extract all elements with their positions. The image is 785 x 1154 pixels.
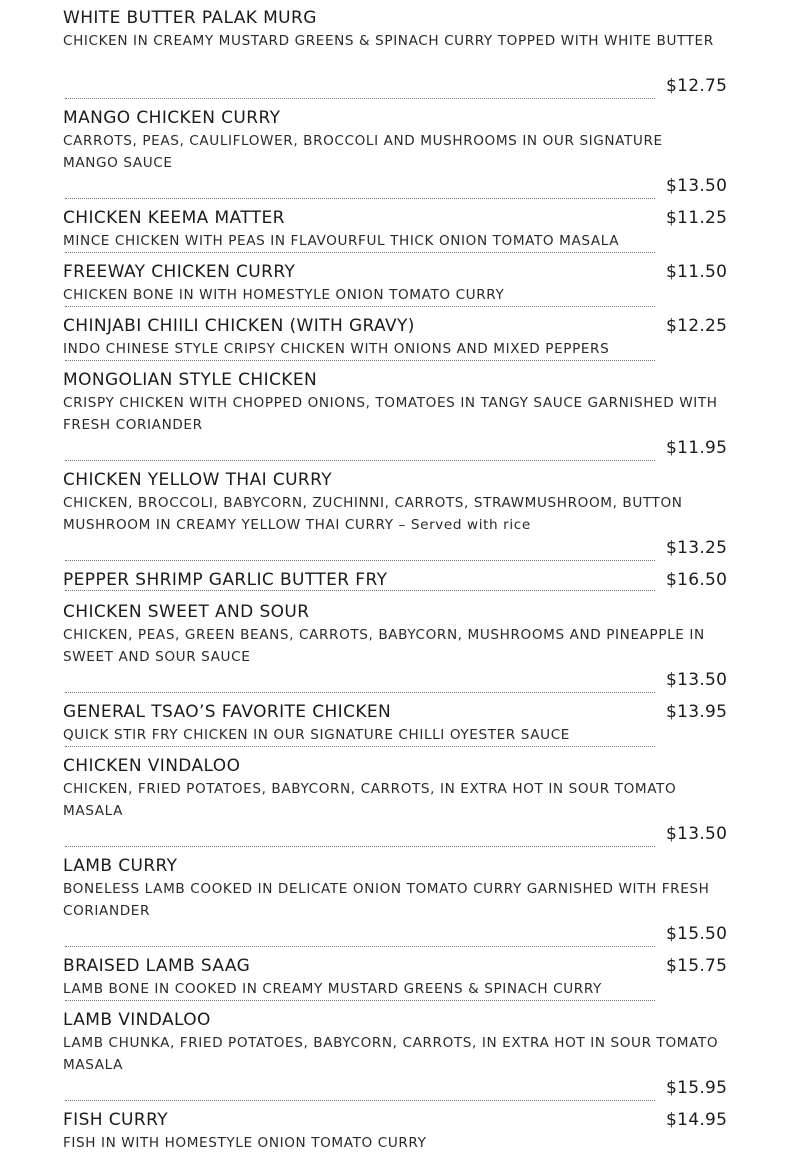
dotted-leader	[65, 198, 655, 199]
menu-item-price: $16.50	[666, 570, 728, 590]
dotted-leader	[65, 846, 655, 847]
menu-item-description	[63, 778, 723, 822]
menu-item-name: LAMB CURRY	[63, 856, 178, 876]
menu-item-name: GENERAL TSAO’S FAVORITE CHICKEN	[63, 702, 392, 722]
menu-item-description-text: CHICKEN, FRIED POTATOES, BABYCORN, CARROTS, IN EXTRA HOT IN SOUR TOMATO MASALA	[63, 781, 677, 819]
menu-item-price: $15.50	[666, 924, 728, 944]
menu-item-description	[63, 392, 723, 436]
menu-item-name: BRAISED LAMB SAAG	[63, 956, 251, 976]
menu-item-price: $14.95	[666, 1110, 728, 1130]
menu-item-description-text: CARROTS, PEAS, CAULIFLOWER, BROCCOLI AND MUSHROOMS IN OUR SIGNATURE MANGO SAUCE	[63, 133, 663, 171]
menu-item-name: WHITE BUTTER PALAK MURG	[63, 8, 317, 28]
menu-item-description	[63, 30, 723, 52]
menu-item-description-text: LAMB CHUNKA, FRIED POTATOES, BABYCORN, CARROTS, IN EXTRA HOT IN SOUR TOMATO MASALA	[63, 1035, 719, 1073]
menu-item-description-text: QUICK STIR FRY CHICKEN IN OUR SIGNATURE CHILLI OYESTER SAUCE	[63, 727, 570, 743]
menu-item-description	[63, 878, 723, 922]
menu-item-name: MONGOLIAN STYLE CHICKEN	[63, 370, 318, 390]
menu-item-description-text: CRISPY CHICKEN WITH CHOPPED ONIONS, TOMATOES IN TANGY SAUCE GARNISHED WITH FRESH CORIANDER	[63, 395, 718, 433]
dotted-leader	[65, 1000, 655, 1001]
dotted-leader	[65, 590, 655, 591]
menu-item-name: FISH CURRY	[63, 1110, 169, 1130]
dotted-leader	[65, 252, 655, 253]
menu-item-description	[63, 624, 723, 668]
menu-item-price: $13.25	[666, 538, 728, 558]
menu-item-price: $15.95	[666, 1078, 728, 1098]
menu-item-price: $13.50	[666, 176, 728, 196]
dotted-leader	[65, 746, 655, 747]
menu-item-description	[63, 1032, 723, 1076]
menu-item-description-text: MINCE CHICKEN WITH PEAS IN FLAVOURFUL THICK ONION TOMATO MASALA	[63, 233, 620, 249]
menu-item-description	[63, 130, 723, 174]
menu-item-description-text: CHICKEN, PEAS, GREEN BEANS, CARROTS, BABYCORN, MUSHROOMS AND PINEAPPLE IN SWEET AND SOUR SAUCE	[63, 627, 705, 665]
menu-item-note: – Served with rice	[393, 517, 531, 533]
dotted-leader	[65, 460, 655, 461]
menu-item-name: CHICKEN VINDALOO	[63, 756, 241, 776]
dotted-leader	[65, 360, 655, 361]
menu-item-price: $11.50	[666, 262, 728, 282]
menu-item-name: CHICKEN YELLOW THAI CURRY	[63, 470, 333, 490]
dotted-leader	[65, 560, 655, 561]
menu-item-name: LAMB VINDALOO	[63, 1010, 211, 1030]
menu-item-description	[63, 230, 723, 252]
menu-item-price: $12.75	[666, 76, 728, 96]
menu-item-description-text: LAMB BONE IN COOKED IN CREAMY MUSTARD GREENS & SPINACH CURRY	[63, 981, 602, 997]
menu-item-description	[63, 1132, 723, 1154]
dotted-leader	[65, 946, 655, 947]
dotted-leader	[65, 98, 655, 99]
menu-item-description-text: FISH IN WITH HOMESTYLE ONION TOMATO CURRY	[63, 1135, 427, 1151]
dotted-leader	[65, 692, 655, 693]
dotted-leader	[65, 306, 655, 307]
menu-item-name: PEPPER SHRIMP GARLIC BUTTER FRY	[63, 570, 388, 590]
menu-item-description	[63, 978, 723, 1000]
menu-item-price: $11.95	[666, 438, 728, 458]
menu-item-price: $15.75	[666, 956, 728, 976]
menu-item-description	[63, 338, 723, 360]
menu-item-description	[63, 724, 723, 746]
menu-item-price: $13.50	[666, 824, 728, 844]
menu-item-price: $12.25	[666, 316, 728, 336]
menu-item-price: $13.50	[666, 670, 728, 690]
menu-item-description	[63, 284, 723, 306]
menu-item-name: FREEWAY CHICKEN CURRY	[63, 262, 296, 282]
menu-item-name: CHICKEN KEEMA MATTER	[63, 208, 285, 228]
menu-item-description-text: CHICKEN BONE IN WITH HOMESTYLE ONION TOMATO CURRY	[63, 287, 505, 303]
menu-item-description-text: INDO CHINESE STYLE CRIPSY CHICKEN WITH ONIONS AND MIXED PEPPERS	[63, 341, 610, 357]
menu-item-description-text: CHICKEN IN CREAMY MUSTARD GREENS & SPINACH CURRY TOPPED WITH WHITE BUTTER	[63, 33, 714, 49]
menu-item-description-text: CHICKEN, BROCCOLI, BABYCORN, ZUCHINNI, CARROTS, STRAWMUSHROOM, BUTTON MUSHROOM IN CREAMY YELLOW THAI CURRY	[63, 495, 683, 533]
dotted-leader	[65, 1100, 655, 1101]
menu-item-name: MANGO CHICKEN CURRY	[63, 108, 281, 128]
menu-item-name: CHINJABI CHIILI CHICKEN (WITH GRAVY)	[63, 316, 415, 336]
menu-item-description-text: BONELESS LAMB COOKED IN DELICATE ONION TOMATO CURRY GARNISHED WITH FRESH CORIANDER	[63, 881, 710, 919]
menu-item-price: $13.95	[666, 702, 728, 722]
menu-item-description	[63, 492, 723, 536]
menu-item-price: $11.25	[666, 208, 728, 228]
menu-item-name: CHICKEN SWEET AND SOUR	[63, 602, 310, 622]
